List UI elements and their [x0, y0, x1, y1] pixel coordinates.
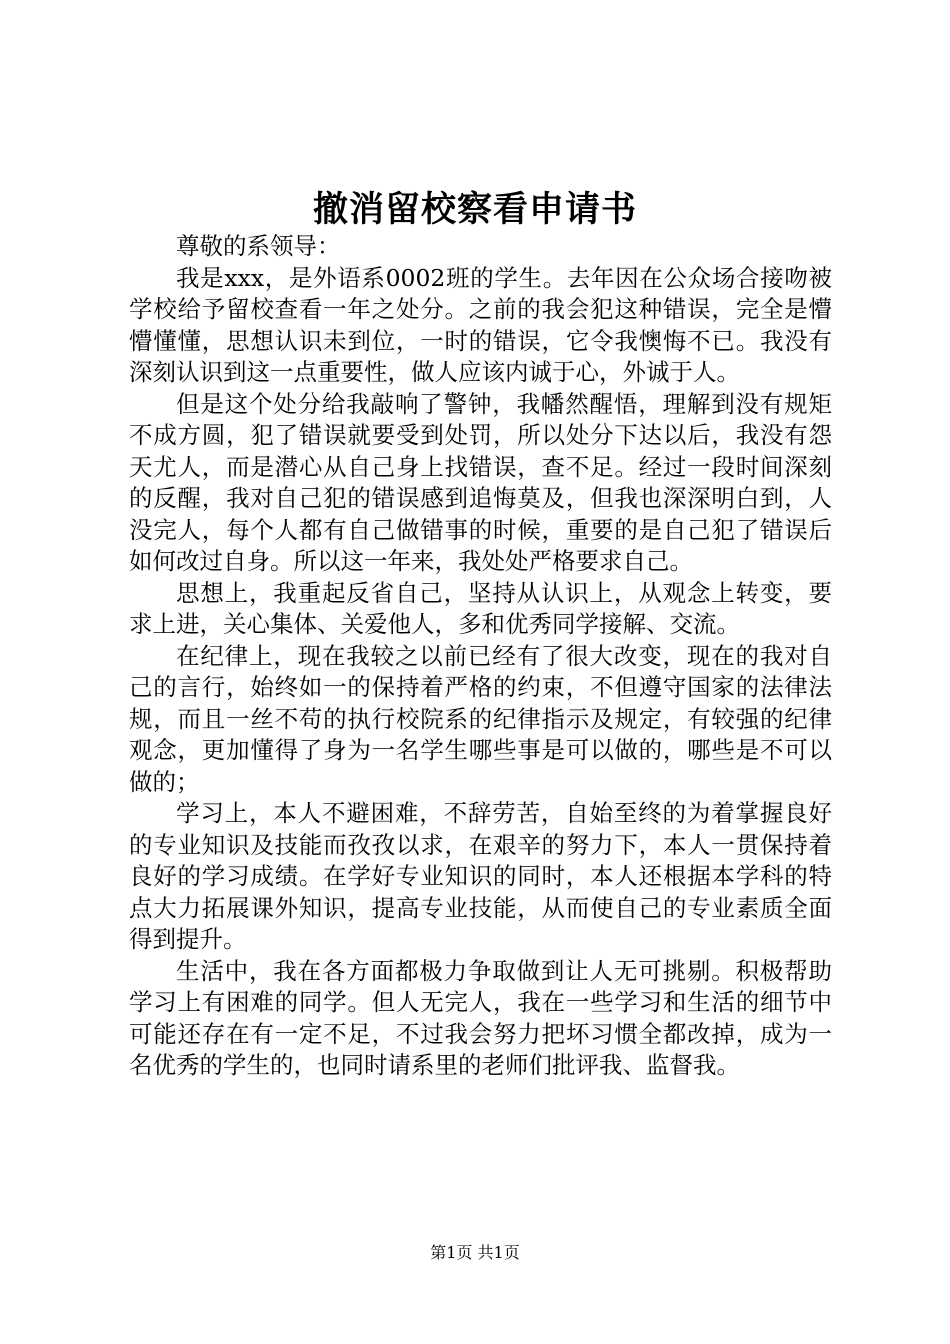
document-body: [129, 231, 832, 1082]
paragraph-3: 思想上，我重起反省自己，坚持从认识上，从观念上转变，要求上进，关心集体、关爱他人，多和优秀同学接解、交流。: [129, 578, 832, 638]
paragraph-4: 在纪律上，现在我较之以前已经有了很大改变，现在的我对自己的言行，始终如一的保持着严格的约束，不但遵守国家的法律法规，而且一丝不苟的执行校院系的纪律指示及规定，有较强的纪律观念，更加懂得了身为一名学生哪些事是可以做的，哪些是不可以做的；: [129, 641, 832, 796]
document-title: 撤消留校察看申请书: [312, 189, 637, 230]
paragraph-1: 我是xxx，是外语系0002班的学生。去年因在公众场合接吻被学校给予留校查看一年之处分。之前的我会犯这种错误，完全是懵懵懂懂，思想认识未到位，一时的错误，它令我懊悔不已。我没有深刻认识到这一点重要性，做人应该内诚于心，外诚于人。: [129, 263, 832, 386]
paragraph-5: 学习上，本人不避困难，不辞劳苦，自始至终的为着掌握良好的专业知识及技能而孜孜以求，在艰辛的努力下，本人一贯保持着良好的学习成绩。在学好专业知识的同时，本人还根据本学科的特点大力拓展课外知识，提高专业技能，从而使自己的专业素质全面得到提升。: [129, 799, 832, 953]
paragraph-2: 但是这个处分给我敲响了警钟，我幡然醒悟，理解到没有规矩不成方圆，犯了错误就要受到处罚，所以处分下达以后，我没有怨天尤人，而是潜心从自己身上找错误，查不足。经过一段时间深刻的反醒，我对自己犯的错误感到追悔莫及，但我也深深明白到，人没完人，每个人都有自己做错事的时候，重要的是自己犯了错误后如何改过自身。所以这一年来，我处处严格要求自己。: [129, 389, 832, 575]
page-number-footer: 第1页 共1页: [430, 1243, 520, 1262]
salutation: 尊敬的系领导：: [176, 232, 341, 260]
paragraph-6: 生活中，我在各方面都极力争取做到让人无可挑剔。积极帮助学习上有困难的同学。但人无完人，我在一些学习和生活的细节中可能还存在有一定不足，不过我会努力把坏习惯全都改掉，成为一名优秀的学生的，也同时请系里的老师们批评我、监督我。: [129, 956, 832, 1079]
